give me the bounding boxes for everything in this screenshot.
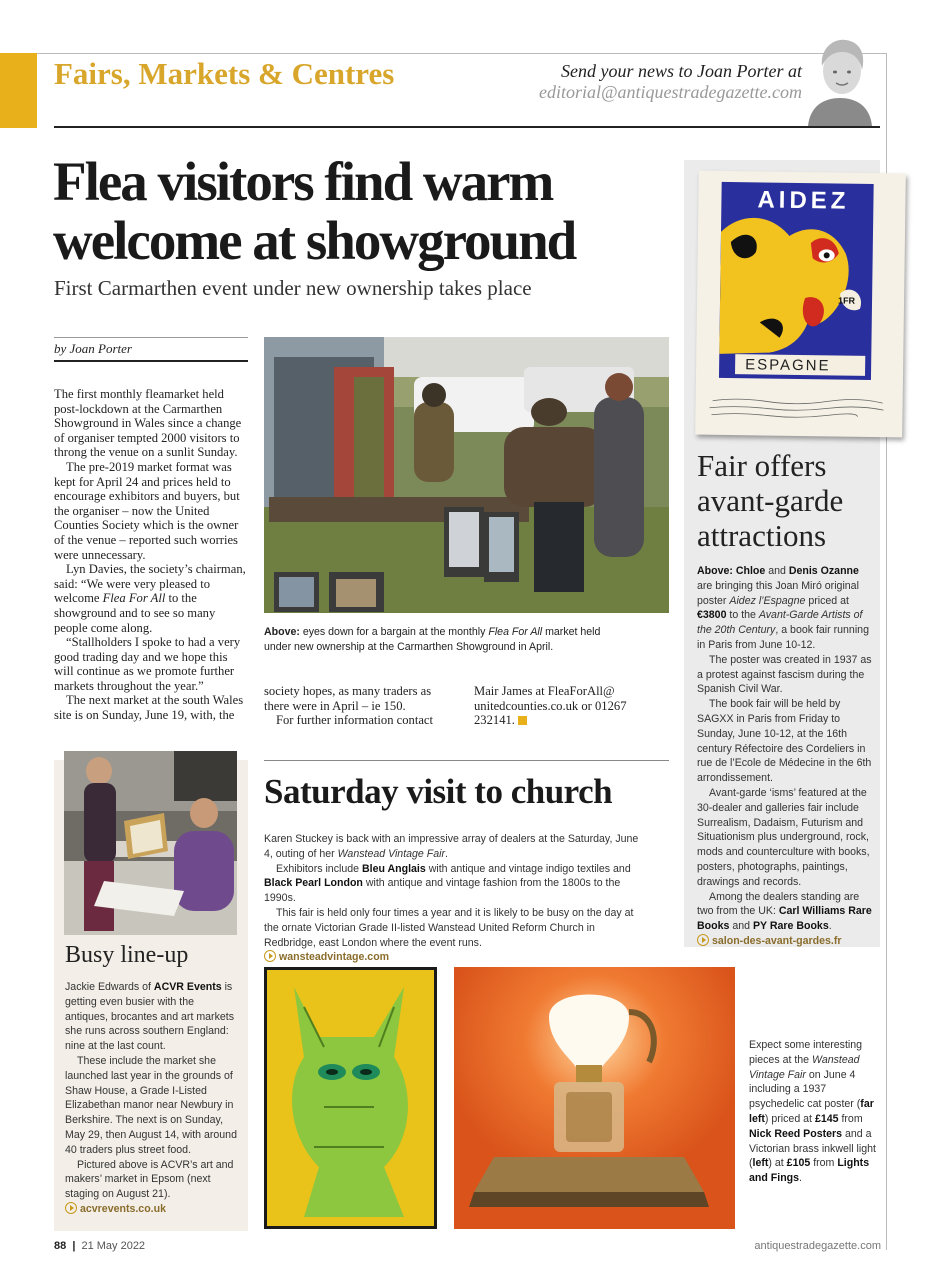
quote-text: to the showground and to see so many people come along. [54, 591, 216, 635]
text: and a Victorian brass inkwell light ( [749, 1127, 876, 1170]
acvr-market-photo [64, 751, 237, 935]
sidebar-link-text[interactable]: salon-des-avant-gardes.fr [712, 934, 842, 947]
headline-line-2: welcome at showground [53, 210, 576, 271]
text: with antique and vintage fashion from the 1800s to the 1990s. [264, 877, 621, 905]
sidebar-paragraph: The poster was created in 1937 as a protest against fascism during the Spanish Civil War. [697, 653, 872, 696]
sidebar-paragraph: The book fair will be held by SAGXX in Paris from Friday to Sunday, June 10-12, at the 16th century Réfectoire des Cordeliers in rue de l’Ecole de Médecine in the 6th arrondissement. [697, 698, 872, 785]
text: , a book fair running in Paris from June 10-12. [697, 624, 869, 651]
church-body [264, 832, 644, 965]
article-paragraph: The pre-2019 market format was kept for April 24 and prices held to encourage exhibitors and buyers, but the organiser – now the United Counties Society which is the owner of the venue – reported such worries were unnecessary. [54, 459, 240, 562]
issue-date: 21 May 2022 [81, 1240, 146, 1252]
dealer-name: Above: Chloe [697, 565, 766, 577]
text: with antique and vintage indigo textiles and [425, 862, 631, 875]
text: Karen Stuckey is back with an impressive array of dealers at the Saturday, June 4, outing of her [264, 833, 639, 860]
photo-caption [264, 625, 604, 655]
article-paragraph: “Stallholders I spoke to had a very good trading day and we hope this will continue as we promote further markets throughout the year.” [54, 635, 241, 693]
article-paragraph [474, 684, 660, 728]
dealer-name: Nick Reed Posters [749, 1127, 843, 1140]
article-paragraph: For further information contact [276, 713, 434, 728]
caption-italic: Flea For All [488, 626, 543, 638]
sidebar-link[interactable] [697, 934, 873, 949]
exhibitor-name: Bleu Anglais [361, 862, 426, 875]
text: ) priced at [764, 1112, 815, 1125]
article-column-1 [54, 387, 248, 723]
fair-name: Wanstead Vintage Fair [337, 847, 446, 860]
text: on June 4 including a 1937 psychedelic cat poster ( [749, 1068, 861, 1111]
poster-subtitle: ESPAGNE [745, 356, 831, 375]
poster-name: Aidez l’Espagne [729, 594, 806, 607]
church-headline: Saturday visit to church [264, 772, 613, 811]
footer-site[interactable]: antiquestradegazette.com [754, 1240, 881, 1252]
cat-poster [264, 967, 437, 1229]
busy-paragraph: Pictured above is ACVR’s art and makers’ market in Epsom (next staging on August 21). [65, 1158, 234, 1201]
dealer-name: Carl Williams Rare Books [697, 905, 872, 933]
text: priced at [805, 594, 849, 607]
sidebar-paragraph [697, 564, 873, 653]
text: . [799, 1172, 802, 1185]
miro-poster [695, 171, 906, 438]
sidebar-paragraph [697, 890, 873, 934]
busy-paragraph [65, 980, 237, 1054]
headline [53, 152, 693, 270]
busy-headline: Busy line-up [65, 942, 189, 968]
caption-text: market held under new ownership at the Carmarthen Showground in April. [264, 626, 601, 653]
fair-name: Avant-Garde Artists of the 20th Century [697, 609, 863, 637]
byline-rule-top [54, 337, 248, 338]
inkwell-lamp-image [454, 967, 735, 1229]
frame-top-line [37, 53, 887, 54]
article-paragraph: The next market at the south Wales site is on Sunday, June 19, with, the [54, 693, 244, 723]
text: Jackie Edwards of [65, 981, 154, 993]
author-portrait-image [800, 36, 880, 126]
dealer-name: Denis Ozanne [788, 565, 859, 577]
church-paragraph [264, 862, 644, 906]
caption-label: Above: [264, 626, 300, 638]
church-link-text[interactable]: wansteadvintage.com [279, 951, 390, 964]
dealer-name: PY Rare Books [752, 920, 829, 933]
event-name: Flea For All [102, 591, 166, 606]
busy-body [65, 980, 237, 1217]
author-photo [800, 36, 880, 126]
text: is getting even busier with the antiques, brocantes and art markets she runs across southern England: nine at the last count. [65, 981, 235, 1053]
fleamarket-scene-image [264, 337, 669, 613]
send-news-text: Send your news to Joan Porter at [561, 61, 802, 81]
church-paragraph: This fair is held only four times a year and it is likely to be busy on the day at the ornate Victorian Grade II-listed Wanstead United Reform Church in Redbridge, east London where the event runs. [264, 906, 634, 949]
price: €3800 [697, 609, 727, 622]
text: and [765, 565, 789, 577]
end-mark [518, 716, 527, 725]
position-label: far left [749, 1098, 874, 1125]
sidebar-paragraph: Avant-garde ‘isms’ featured at the 30-dealer and galleries fair include Surrealism, Dadaism, Futurism and Situationism plus underground, rock, mods and counterculture with books, posters, photographs, paintings, drawings and records. [697, 786, 870, 888]
dealer-name: Lights and Fings [749, 1157, 870, 1185]
fair-name: Wanstead Vintage Fair [749, 1053, 860, 1081]
article-paragraph [54, 562, 248, 635]
organiser-name: ACVR Events [153, 981, 222, 993]
standfirst: First Carmarthen event under new ownership takes place [54, 276, 532, 300]
caption-text: eyes down for a bargain at the monthly [299, 626, 489, 638]
cat-poster-image [264, 967, 437, 1229]
poster-badge: 1FR [837, 295, 856, 306]
busy-link-text[interactable]: acvrevents.co.uk [80, 1202, 166, 1215]
text: Among the dealers standing are two from the UK: [697, 890, 860, 918]
busy-paragraph: These include the market she launched last year in the grounds of Shaw House, a Grade I-Listed Elizabethan manor near Newbury in Berkshire. The next is on Sunday, May 29, then August 14, with around 40 traders plus street food. [65, 1054, 237, 1156]
editor-email[interactable]: editorial@antiquestradegazette.com [538, 82, 802, 102]
text: Exhibitors include [276, 862, 362, 875]
article-paragraph: The first monthly fleamarket held post-lockdown at the Carmarthen Showground in Wales since a change of organiser tempted 2000 visitors to throng the venue on a sunlit Sunday. [54, 387, 242, 460]
article-paragraph: society hopes, as many traders as there were in April – ie 150. [264, 684, 432, 713]
position-label: left [752, 1157, 769, 1170]
price: £145 [814, 1112, 839, 1125]
fleamarket-photo [264, 337, 669, 613]
poster-artwork [719, 182, 874, 380]
poster-title: AIDEZ [757, 186, 850, 215]
price: £105 [786, 1157, 811, 1170]
text: Expect some interesting pieces at the [749, 1039, 863, 1066]
play-arrow-icon [65, 1202, 77, 1214]
page-number: 88 [54, 1240, 67, 1252]
text: ) at [768, 1157, 787, 1170]
market-scene-image [64, 751, 237, 935]
church-paragraph [264, 832, 644, 862]
text: from [810, 1157, 838, 1170]
handwriting-scribble [707, 395, 887, 426]
headline-line-1: Flea visitors find warm [53, 151, 553, 212]
article-column-3 [474, 684, 660, 728]
quote-text: Lyn Davies, the society’s chairman, said: “We were very pleased to welcome [54, 562, 246, 606]
accent-tab [0, 53, 37, 128]
text: . [445, 847, 448, 860]
church-link[interactable] [264, 950, 644, 965]
poster-handwriting [707, 395, 887, 426]
lamp-caption [749, 1038, 883, 1186]
text: are bringing this Joan Miró original poster [697, 579, 859, 607]
text: and [729, 920, 753, 933]
inkwell-lamp-photo [454, 967, 735, 1229]
footer-left [54, 1240, 145, 1252]
text: from [838, 1112, 863, 1125]
busy-link[interactable] [65, 1202, 237, 1217]
section-title: Fairs, Markets & Centres [54, 56, 395, 91]
sidebar-headline: Fair offers avant-garde attractions [697, 448, 844, 553]
article-column-2 [264, 684, 450, 728]
exhibitor-name: Black Pearl London [264, 877, 363, 890]
byline-rule-bottom [54, 360, 248, 362]
play-arrow-icon [264, 950, 276, 962]
footer-separator: | [72, 1240, 76, 1252]
header-rule [54, 126, 880, 128]
play-arrow-icon [697, 934, 709, 946]
byline: by Joan Porter [54, 341, 132, 356]
text: . [828, 920, 832, 933]
church-rule [264, 760, 669, 761]
text: to the [726, 609, 759, 622]
sidebar-body [697, 564, 873, 949]
contact-text: Mair James at FleaForAll@ unitedcounties.co.uk or 01267 232141. [474, 684, 627, 728]
